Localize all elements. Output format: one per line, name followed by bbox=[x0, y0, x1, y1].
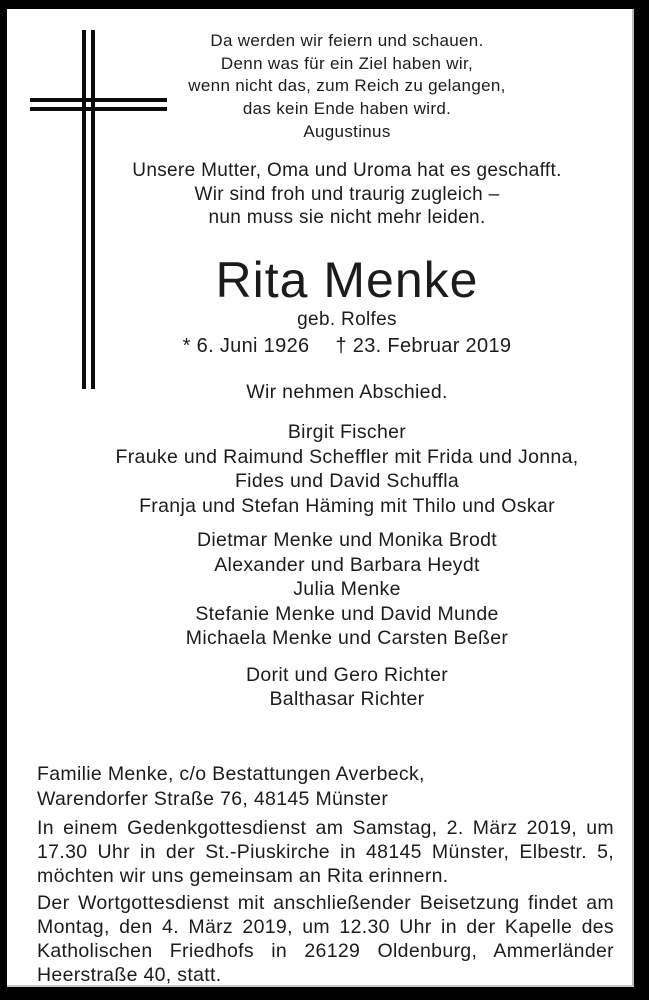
deceased-name: Rita Menke bbox=[215, 251, 479, 308]
mourner-line: Birgit Fischer bbox=[287, 421, 407, 443]
cross-horizontal-bar bbox=[30, 98, 167, 111]
funeral-announcement: Der Wortgottesdienst mit anschließender Beisetzung findet am Montag, den 4. März 2019, um 12.30 Uhr in der Kapelle des Katholischen Friedhofs in 26129 Oldenburg, Ammerländer Heerstraße 40, statt. bbox=[37, 891, 614, 986]
intro-text bbox=[69, 159, 625, 230]
mourner-line: Frauke und Raimund Scheffler mit Frida und Jonna, bbox=[115, 445, 579, 468]
mourner-line: Dietmar Menke und Monika Brodt bbox=[196, 529, 498, 551]
bottom-section bbox=[37, 762, 614, 987]
mourner-line: Julia Menke bbox=[293, 578, 401, 600]
quote-line: wenn nicht das, zum Reich zu gelangen, bbox=[188, 76, 506, 95]
centered-content bbox=[7, 30, 632, 712]
quote-line: das kein Ende haben wird. bbox=[242, 98, 452, 118]
mourner-line: Balthasar Richter bbox=[269, 688, 425, 710]
mourners-group-3 bbox=[69, 663, 625, 712]
quote-line: Denn was für ein Ziel haben wir, bbox=[220, 53, 474, 73]
contact-line: Familie Menke, c/o Bestattungen Averbeck, bbox=[37, 762, 425, 785]
life-dates bbox=[69, 334, 625, 358]
contact-line: Warendorfer Straße 76, 48145 Münster bbox=[37, 787, 389, 810]
quote-attribution: Augustinus bbox=[303, 122, 391, 141]
obituary-card bbox=[7, 9, 634, 987]
quote-line: Da werden wir feiern und schauen. bbox=[210, 31, 484, 50]
birth-date: * 6. Juni 1926 bbox=[182, 334, 310, 357]
contact-address bbox=[37, 762, 614, 812]
mourner-line: Fides und David Schuffla bbox=[234, 470, 460, 492]
mourner-line: Alexander und Barbara Heydt bbox=[214, 553, 480, 576]
cross-vertical-bar bbox=[82, 30, 95, 389]
intro-line: Wir sind froh und traurig zugleich – bbox=[194, 183, 500, 205]
mourner-line: Stefanie Menke und David Munde bbox=[195, 602, 499, 625]
mourner-line: Dorit und Gero Richter bbox=[245, 663, 449, 686]
memorial-announcement: In einem Gedenkgottesdienst am Samstag, 2. März 2019, um 17.30 Uhr in der St.-Piuskirche in 48145 Münster, Elbestr. 5, möchten wir uns gemeinsam an Rita erinnern. bbox=[37, 816, 614, 887]
maiden-name: geb. Rolfes bbox=[297, 308, 397, 330]
mourners-group-2 bbox=[69, 528, 625, 651]
intro-line: nun muss sie nicht mehr leiden. bbox=[208, 207, 486, 228]
intro-line: Unsere Mutter, Oma und Uroma hat es geschafft. bbox=[132, 160, 562, 181]
death-date: † 23. Februar 2019 bbox=[335, 334, 512, 357]
mourner-line: Franja und Stefan Häming mit Thilo und Oskar bbox=[139, 494, 555, 517]
mourner-line: Michaela Menke und Carsten Beßer bbox=[185, 627, 509, 649]
mourners-group-1 bbox=[69, 420, 625, 518]
farewell-text: Wir nehmen Abschied. bbox=[246, 380, 448, 403]
